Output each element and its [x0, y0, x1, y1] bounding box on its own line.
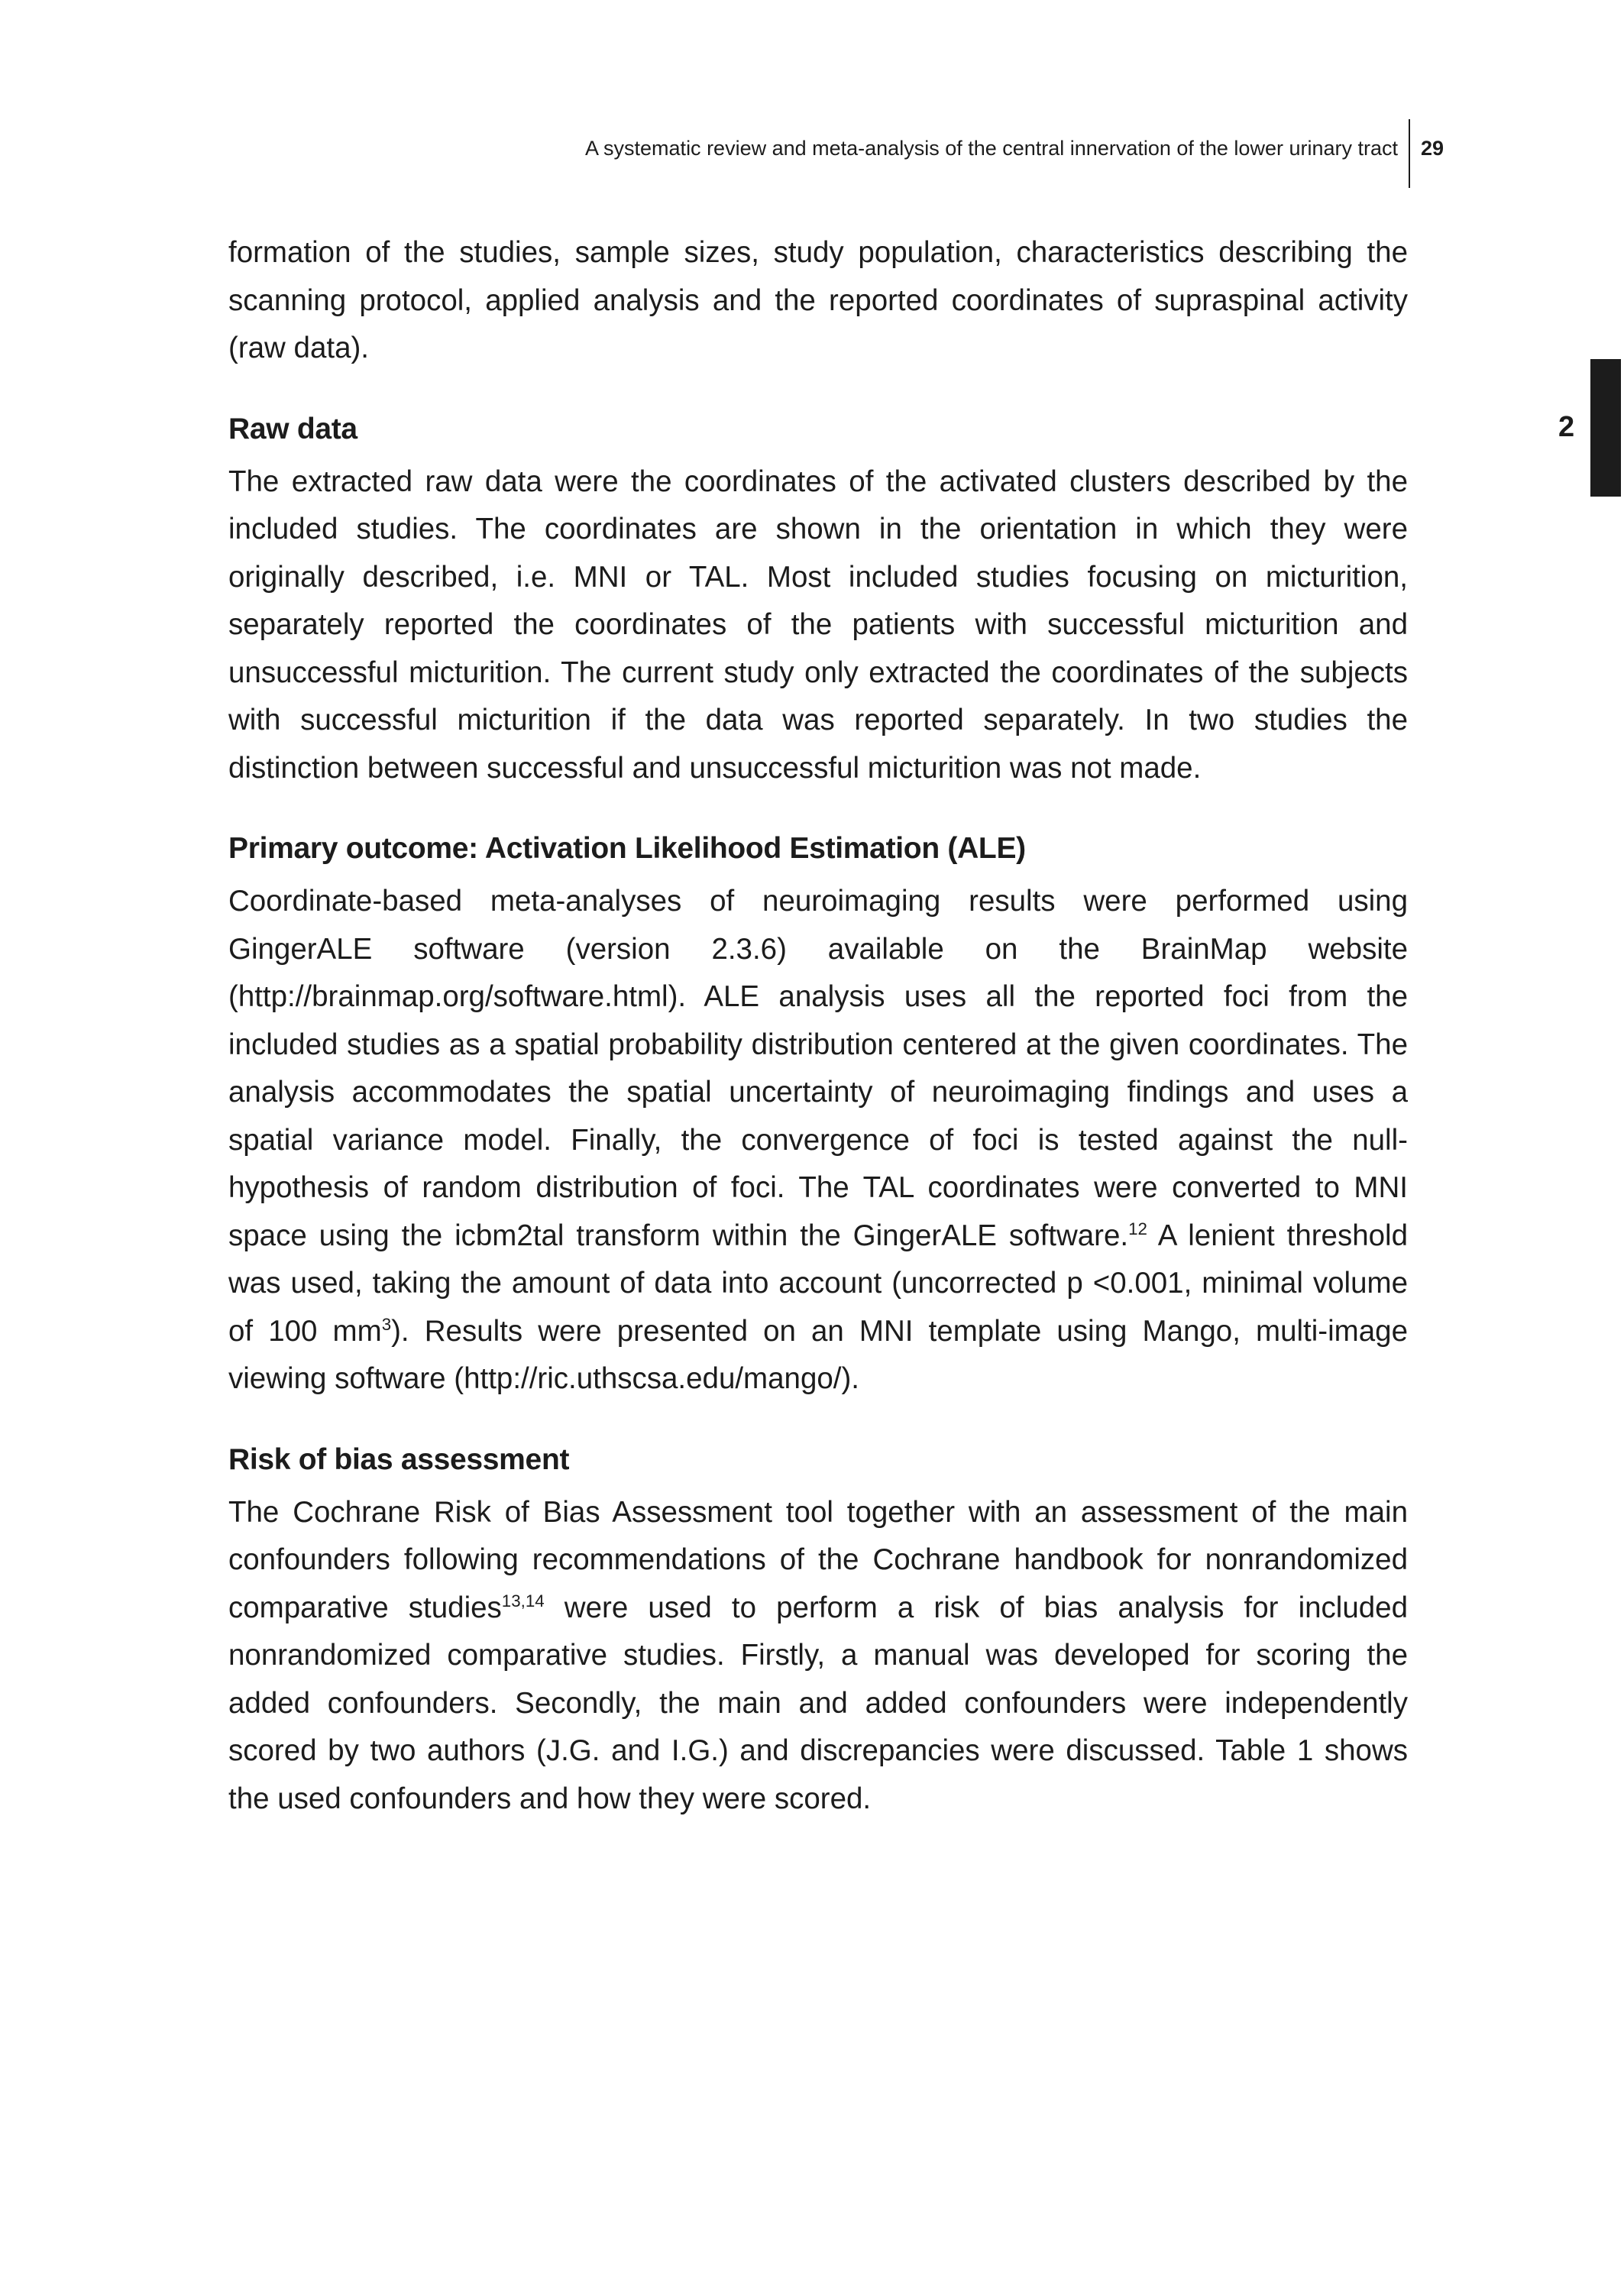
chapter-number: 2 — [1558, 411, 1575, 443]
primary-outcome-heading: Primary outcome: Activation Likelihood Estimation (ALE) — [228, 832, 1026, 865]
primary-outcome-paragraph — [228, 878, 1408, 1403]
raw-data-paragraph: The extracted raw data were the coordinates of the activated clusters described by the included studies. The coordinates are shown in the orientation in which they were originally described, i.e. MNI or TAL. Most included studies focusing on micturition, separately reported the coordinates of the patients with successful micturition and unsuccessful micturition. The current study only extracted the coordinates of the subjects with successful micturition if the data was reported separately. In two studies the distinction between successful and unsuccessful micturition was not made. — [228, 465, 1408, 785]
raw-data-heading: Raw data — [228, 412, 357, 445]
page-number: 29 — [1421, 137, 1444, 160]
unit-exponent: 3 — [381, 1314, 392, 1334]
primary-outcome-text-part-3: ). Results were presented on an MNI template using Mango, multi-image viewing software (http://ric.uthscsa.edu/mango/). — [228, 1314, 1408, 1395]
main-text — [228, 229, 1408, 1823]
reference-12: 12 — [1128, 1219, 1147, 1238]
risk-of-bias-text-part-1: The Cochrane Risk of Bias Assessment tool together with an assessment of the main confounders following recommendations of the Cochrane handbook for nonrandomized comparative studies — [228, 1495, 1408, 1624]
risk-of-bias-paragraph — [228, 1489, 1408, 1824]
header-divider — [1409, 119, 1410, 188]
intro-paragraph: formation of the studies, sample sizes, study population, characteristics describing the scanning protocol, applied analysis and the reported coordinates of supraspinal activity (raw data). — [228, 236, 1408, 364]
chapter-tab-marker — [1590, 359, 1621, 497]
primary-outcome-text-part-1: Coordinate-based meta-analyses of neuroimaging results were performed using GingerALE software (version 2.3.6) available on the BrainMap website (http://brainmap.org/software.html). ALE analysis uses all the reported foci from the included studies as a spatial probability distribution centered at the given coordinates. The analysis accommodates the spatial uncertainty of neuroimaging findings and uses a spatial variance model. Finally, the convergence of foci is tested against the null-hypothesis of random distribution of foci. The TAL coordinates were converted to MNI space using the icbm2tal transform within the GingerALE software. — [228, 885, 1408, 1252]
running-title: A systematic review and meta-analysis of the central innervation of the lower urinary tract — [585, 137, 1398, 160]
primary-outcome-text-part-2: A lenient threshold was used, taking the amount of data into account (uncorrected p <0.001, minimal volume of 100 mm — [228, 1219, 1409, 1348]
risk-of-bias-heading: Risk of bias assessment — [228, 1442, 570, 1476]
risk-of-bias-text-part-2: were used to perform a risk of bias analysis for included nonrandomized comparative studies. Firstly, a manual was developed for scoring the added confounders. Secondly, the main and added confounders were independently scored by two authors (J.G. and I.G.) and discrepancies were discussed. Table 1 shows the used confounders and how they were scored. — [228, 1591, 1408, 1815]
reference-13-14: 13,14 — [501, 1591, 545, 1611]
